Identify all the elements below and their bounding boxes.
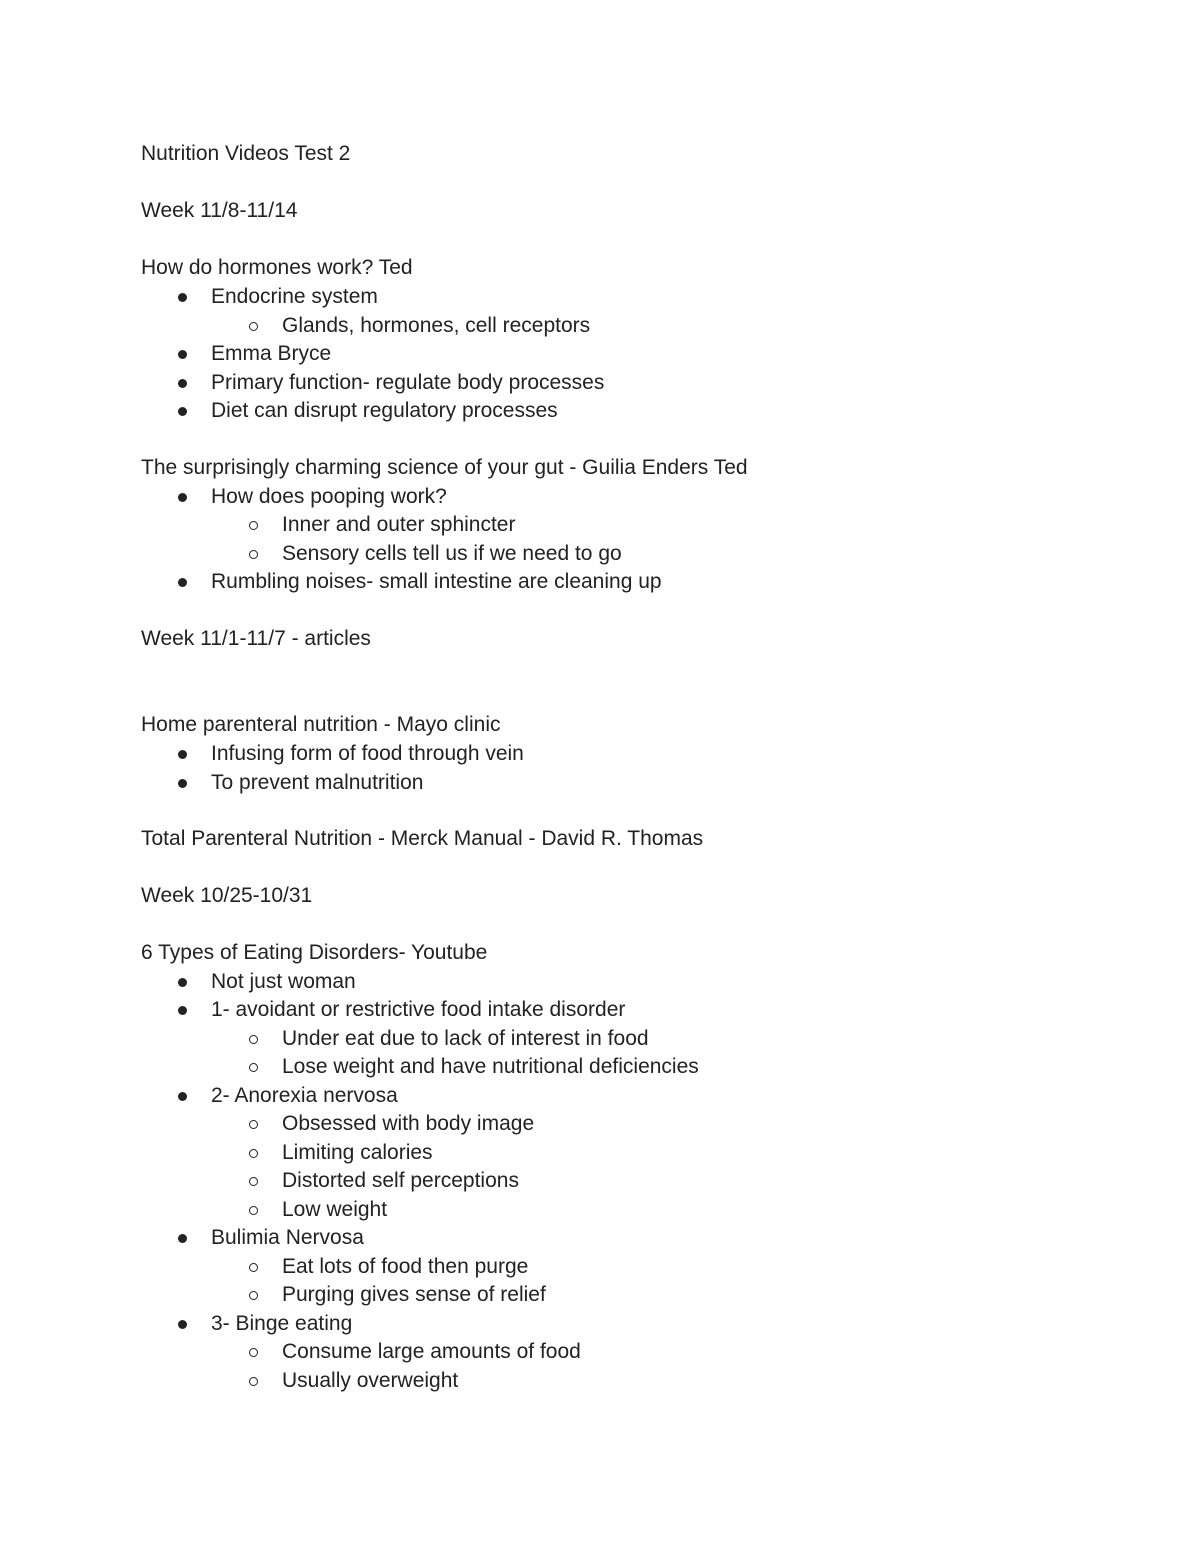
bullet-hollow-icon	[249, 1177, 258, 1186]
bullet-hollow-icon	[249, 1291, 258, 1300]
topic-heading: How do hormones work? Ted	[141, 256, 413, 279]
topic-heading: Total Parenteral Nutrition - Merck Manual - David R. Thomas	[141, 827, 704, 850]
bullet-filled-icon	[178, 1320, 187, 1329]
list-item: Endocrine system	[211, 285, 378, 308]
list-subitem: Obsessed with body image	[282, 1112, 535, 1135]
topic-heading: The surprisingly charming science of your gut - Guilia Enders Ted	[141, 456, 748, 479]
list-item: Primary function- regulate body processes	[211, 371, 605, 394]
bullet-filled-icon	[178, 750, 187, 759]
bullet-filled-icon	[178, 978, 187, 987]
topic-heading: 6 Types of Eating Disorders- Youtube	[141, 941, 488, 964]
list-subitem: Purging gives sense of relief	[282, 1283, 546, 1306]
bullet-filled-icon	[178, 293, 187, 302]
list-subitem: Limiting calories	[282, 1141, 433, 1164]
list-item: Rumbling noises- small intestine are cleaning up	[211, 570, 662, 593]
bullet-hollow-icon	[249, 1348, 258, 1357]
bullet-hollow-icon	[249, 1035, 258, 1044]
list-subitem: Usually overweight	[282, 1369, 459, 1392]
bullet-filled-icon	[178, 379, 187, 388]
list-item: Infusing form of food through vein	[211, 742, 524, 765]
list-item: Bulimia Nervosa	[211, 1226, 364, 1249]
list-subitem: Consume large amounts of food	[282, 1340, 581, 1363]
document-title: Nutrition Videos Test 2	[141, 142, 351, 165]
bullet-hollow-icon	[249, 322, 258, 331]
list-item: Not just woman	[211, 970, 356, 993]
bullet-filled-icon	[178, 578, 187, 587]
week-heading: Week 11/1-11/7 - articles	[141, 627, 371, 650]
bullet-filled-icon	[178, 1234, 187, 1243]
list-item: Emma Bryce	[211, 342, 332, 365]
bullet-hollow-icon	[249, 1120, 258, 1129]
bullet-filled-icon	[178, 493, 187, 502]
bullet-hollow-icon	[249, 550, 258, 559]
bullet-filled-icon	[178, 350, 187, 359]
bullet-hollow-icon	[249, 1149, 258, 1158]
list-subitem: Sensory cells tell us if we need to go	[282, 542, 622, 565]
bullet-hollow-icon	[249, 1377, 258, 1386]
list-item: To prevent malnutrition	[211, 771, 424, 794]
bullet-filled-icon	[178, 407, 187, 416]
list-item: 1- avoidant or restrictive food intake disorder	[211, 998, 626, 1021]
bullet-filled-icon	[178, 1006, 187, 1015]
bullet-filled-icon	[178, 1092, 187, 1101]
list-item: 2- Anorexia nervosa	[211, 1084, 398, 1107]
bullet-hollow-icon	[249, 1063, 258, 1072]
list-item: How does pooping work?	[211, 485, 447, 508]
list-item: Diet can disrupt regulatory processes	[211, 399, 558, 422]
list-item: 3- Binge eating	[211, 1312, 353, 1335]
list-subitem: Distorted self perceptions	[282, 1169, 519, 1192]
week-heading: Week 11/8-11/14	[141, 199, 298, 222]
week-heading: Week 10/25-10/31	[141, 884, 313, 907]
list-subitem: Under eat due to lack of interest in food	[282, 1027, 649, 1050]
list-subitem: Inner and outer sphincter	[282, 513, 516, 536]
list-subitem: Lose weight and have nutritional deficiencies	[282, 1055, 699, 1078]
bullet-hollow-icon	[249, 1263, 258, 1272]
list-subitem: Glands, hormones, cell receptors	[282, 314, 591, 337]
bullet-filled-icon	[178, 779, 187, 788]
list-subitem: Low weight	[282, 1198, 388, 1221]
bullet-hollow-icon	[249, 1206, 258, 1215]
list-subitem: Eat lots of food then purge	[282, 1255, 529, 1278]
bullet-hollow-icon	[249, 521, 258, 530]
topic-heading: Home parenteral nutrition - Mayo clinic	[141, 713, 501, 736]
